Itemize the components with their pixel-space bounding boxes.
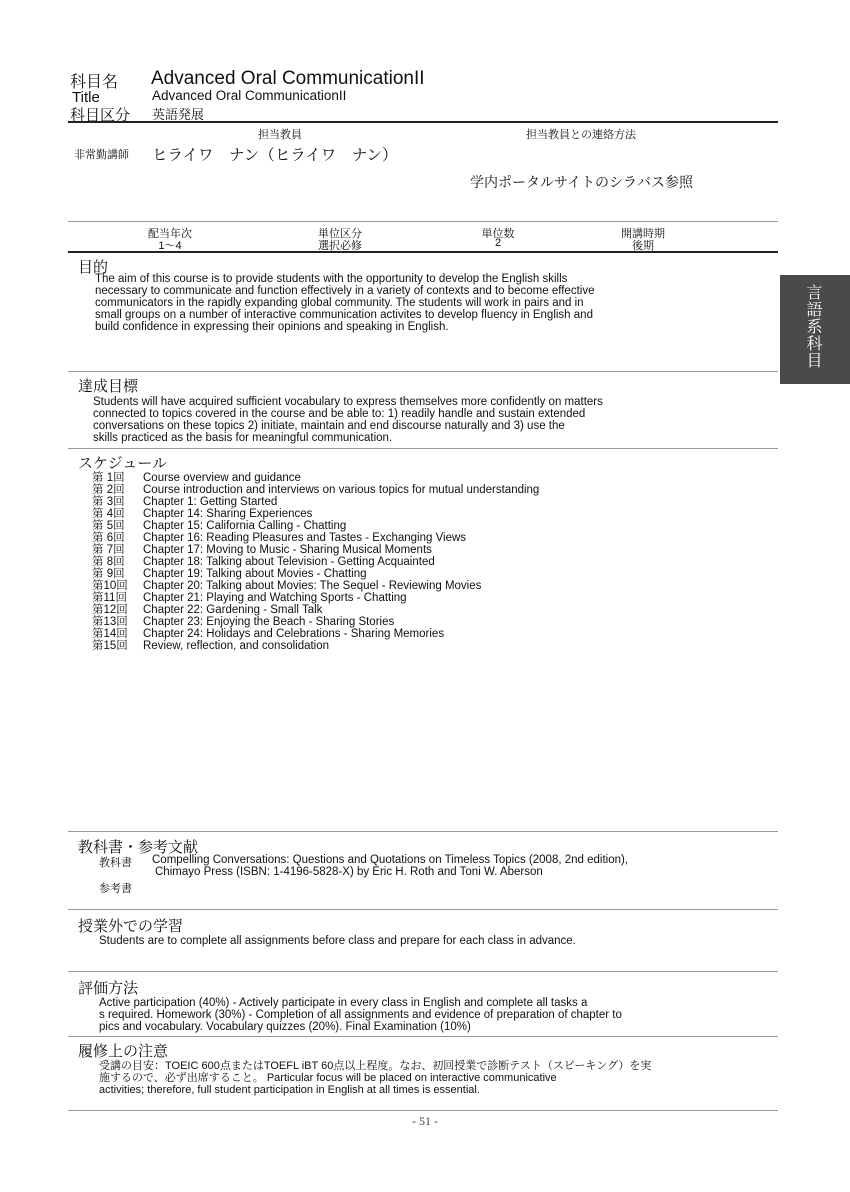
evaluation-line: Active participation (40%) - Actively participate in every class in English and complete all tasks a	[99, 997, 588, 1009]
purpose-line: The aim of this course is to provide students with the opportunity to develop the English skills	[95, 273, 568, 285]
schedule-number: 第 2回	[92, 484, 125, 496]
evaluation-text	[99, 997, 622, 1033]
schedule-number: 第14回	[92, 628, 128, 640]
contact-method: 学内ポータルサイトのシラバス参照	[470, 174, 694, 190]
info-bottom-rule	[68, 251, 778, 253]
purpose-line: small groups on a number of interactive communication activites to develop fluency in English and	[95, 309, 593, 321]
notes-text	[99, 1060, 651, 1096]
credits-label: 単位数	[481, 228, 515, 240]
notes-line: activities; therefore, full student participation in English at all times is essential.	[99, 1084, 480, 1096]
credit-type-label: 単位区分	[318, 228, 362, 240]
schedule-text: Chapter 1: Getting Started	[143, 496, 278, 508]
goals-line: Students will have acquired sufficient vocabulary to express themselves more confidently on matters	[93, 396, 603, 408]
schedule-number: 第 3回	[92, 496, 125, 508]
contact-label: 担当教員との連絡方法	[526, 129, 636, 141]
schedule-text: Course overview and guidance	[143, 472, 301, 484]
notes-line: 受講の目安：TOEIC 600点またはTOEFL iBT 60点以上程度。なお、初回授業で診断テスト（スピーキング）を実	[99, 1060, 652, 1072]
goals-title: 達成目標	[78, 378, 139, 395]
category-label: 科目区分	[70, 107, 131, 124]
textbooks-title: 教科書・参考文献	[78, 839, 199, 856]
purpose-line: necessary to communicate and function effectively in a variety of contexts and to become effective	[95, 285, 595, 297]
schedule-title: スケジュール	[78, 455, 168, 472]
outside-study-text: Students are to complete all assignments before class and prepare for each class in advance.	[99, 935, 576, 947]
schedule-number: 第 5回	[92, 520, 125, 532]
schedule-text: Chapter 22: Gardening - Small Talk	[143, 604, 323, 616]
schedule-number: 第 8回	[92, 556, 125, 568]
outside-study-title: 授業外での学習	[78, 918, 184, 935]
schedule-number: 第 1回	[92, 472, 125, 484]
schedule-number: 第 6回	[92, 532, 125, 544]
term-value: 後期	[632, 240, 654, 252]
schedule-text: Chapter 19: Talking about Movies - Chatting	[143, 568, 367, 580]
header-rule	[68, 121, 778, 123]
textbook-label: 教科書	[99, 857, 132, 869]
purpose-line: build confidence in expressing their opinions and speaking in English.	[95, 321, 449, 333]
instructor-label: 担当教員	[258, 129, 302, 141]
evaluation-line: pics and vocabulary. Vocabulary quizzes (20%). Final Examination (10%)	[99, 1021, 471, 1033]
reference-label: 参考書	[99, 883, 132, 895]
schedule-text: Review, reflection, and consolidation	[143, 640, 330, 652]
schedule-number: 第15回	[92, 640, 128, 652]
year-value: 1～4	[158, 240, 182, 252]
schedule-list	[92, 472, 692, 662]
notes-title: 履修上の注意	[78, 1043, 169, 1060]
textbook-line: Compelling Conversations: Questions and Quotations on Timeless Topics (2008, 2nd edition),	[152, 854, 629, 866]
goals-line: conversations on these topics 2) initiate, maintain and end discourse naturally and 3) use the	[93, 420, 565, 432]
notes-rule	[68, 1036, 778, 1037]
schedule-number: 第13回	[92, 616, 128, 628]
schedule-number: 第 7回	[92, 544, 125, 556]
schedule-number: 第12回	[92, 604, 128, 616]
schedule-text: Chapter 23: Enjoying the Beach - Sharing Stories	[143, 616, 395, 628]
page-number: - 51 -	[412, 1114, 438, 1128]
info-top-rule	[68, 221, 778, 222]
evaluation-line: s required. Homework (30%) - Completion of all assignments and evidence of preparation of chapter to	[99, 1009, 622, 1021]
side-tab	[780, 275, 850, 384]
schedule-text: Chapter 24: Holidays and Celebrations - Sharing Memories	[143, 628, 445, 640]
footer-rule	[68, 1110, 778, 1111]
course-name-label: 科目名	[70, 74, 119, 91]
side-tab-label: 言語系科目	[806, 285, 824, 370]
category: 英語発展	[152, 107, 205, 122]
notes-line: 施するので、必ず出席すること。 Particular focus will be placed on interactive communicative	[99, 1072, 557, 1084]
schedule-text: Chapter 14: Sharing Experiences	[143, 508, 313, 520]
goals-line: connected to topics covered in the course and be able to: 1) readily handle and sustain extended	[93, 408, 586, 420]
evaluation-title: 評価方法	[78, 980, 139, 997]
course-name: Advanced Oral CommunicationII	[151, 68, 425, 89]
schedule-number: 第 4回	[92, 508, 125, 520]
credit-type-value: 選択必修	[318, 240, 362, 252]
schedule-number: 第10回	[92, 580, 128, 592]
goals-rule	[68, 371, 778, 372]
schedule-rule	[68, 448, 778, 449]
schedule-text: Chapter 15: California Calling - Chatting	[143, 520, 347, 532]
goals-text	[93, 396, 603, 444]
credits-value: 2	[494, 237, 502, 249]
title-label: Title	[72, 89, 100, 106]
textbooks-rule	[68, 831, 778, 832]
outside-study-rule	[68, 909, 778, 910]
schedule-text: Chapter 18: Talking about Television - Getting Acquainted	[143, 556, 435, 568]
year-label: 配当年次	[148, 228, 192, 240]
instructor-name: ヒライワ ナン（ヒライワ ナン）	[152, 147, 398, 164]
schedule-number: 第11回	[92, 592, 127, 604]
course-title: Advanced Oral CommunicationII	[152, 88, 347, 103]
purpose-line: communicators in the rapidly expanding global community. The students will work in pairs and in	[95, 297, 584, 309]
textbook-line: Chimayo Press (ISBN: 1-4196-5828-X) by Eric H. Roth and Toni W. Aberson	[155, 866, 543, 878]
schedule-number: 第 9回	[92, 568, 125, 580]
term-label: 開講時期	[621, 228, 665, 240]
goals-line: skills practiced as the basis for meaningful communication.	[93, 432, 393, 444]
schedule-text: Course introduction and interviews on various topics for mutual understanding	[143, 484, 540, 496]
schedule-text: Chapter 16: Reading Pleasures and Tastes - Exchanging Views	[143, 532, 467, 544]
schedule-text: Chapter 20: Talking about Movies: The Sequel - Reviewing Movies	[143, 580, 482, 592]
purpose-title: 目的	[78, 259, 109, 276]
schedule-text: Chapter 21: Playing and Watching Sports - Chatting	[143, 592, 407, 604]
purpose-text	[95, 273, 594, 333]
evaluation-rule	[68, 971, 778, 972]
schedule-text: Chapter 17: Moving to Music - Sharing Musical Moments	[143, 544, 432, 556]
instructor-role: 非常勤講師	[74, 149, 129, 161]
